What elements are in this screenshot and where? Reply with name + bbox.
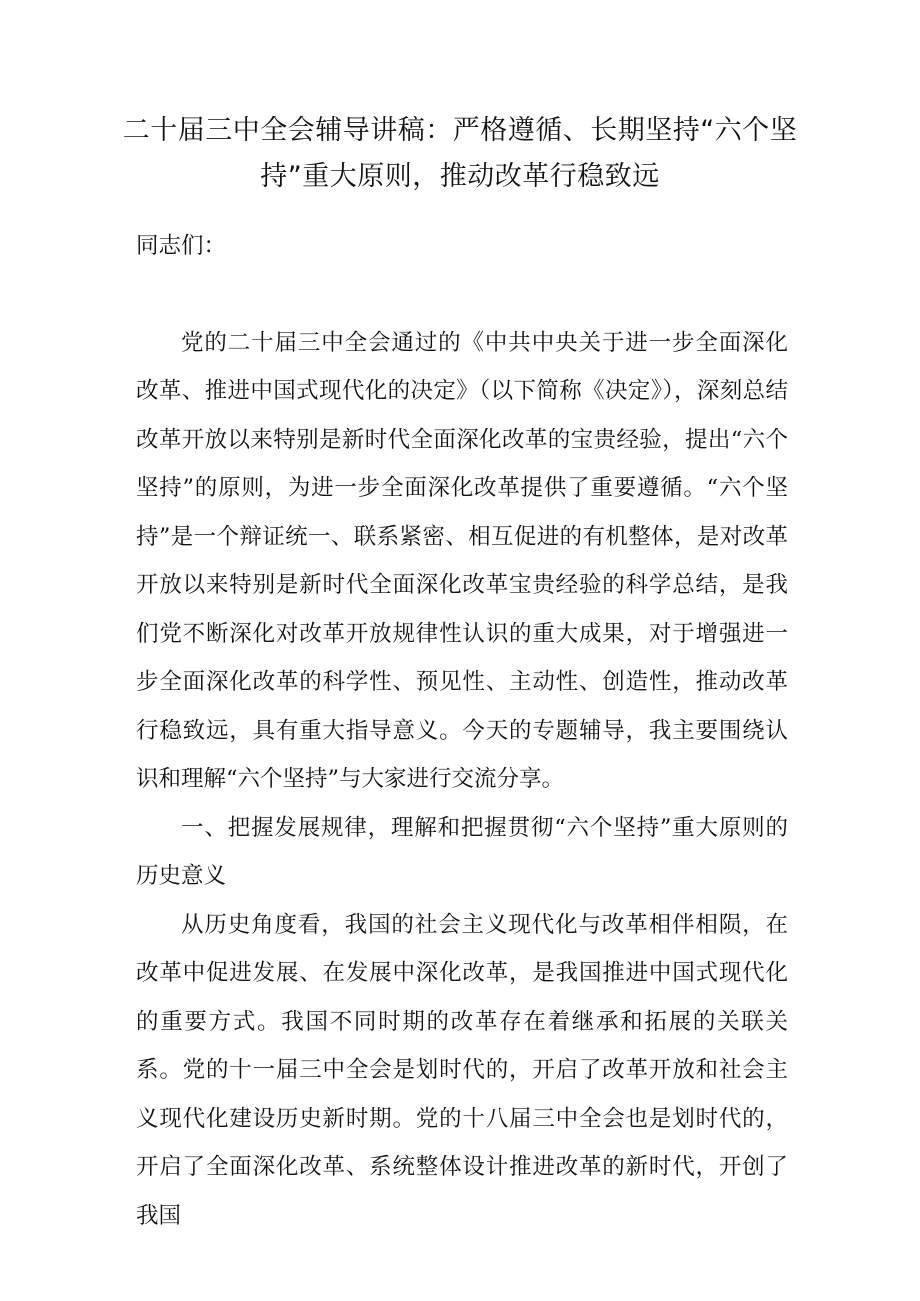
document-body (136, 222, 788, 1240)
paragraph-intro: 党的二十届三中全会通过的《中共中央关于进一步全面深化改革、推进中国式现代化的决定》（以下简称《决定》），深刻总结改革开放以来特别是新时代全面深化改革的宝贵经验，提出“六个坚持”的原则，为进一步全面深化改革提供了重要遵循。“六个坚持”是一个辩证统一、联系紧密、相互促进的有机整体，是对改革开放以来特别是新时代全面深化改革宝贵经验的科学总结，是我们党不断深化对改革开放规律性认识的重大成果，对于增强进一步全面深化改革的科学性、预见性、主动性、创造性，推动改革行稳致远，具有重大指导意义。今天的专题辅导，我主要围绕认识和理解“六个坚持”与大家进行交流分享。 (136, 329, 788, 792)
document-title: 二十届三中全会辅导讲稿：严格遵循、长期坚持“六个坚持”重大原则，推动改革行稳致远 (122, 115, 798, 192)
salutation: 同志们： (136, 233, 227, 259)
section-heading-1: 一、把握发展规律，理解和把握贯彻“六个坚持”重大原则的历史意义 (136, 814, 788, 889)
paragraph-history: 从历史角度看，我国的社会主义现代化与改革相伴相陨，在改革中促进发展、在发展中深化改革，是我国推进中国式现代化的重要方式。我国不同时期的改革存在着继承和拓展的关联关系。党的十一届三中全会是划时代的，开启了改革开放和社会主义现代化建设历史新时期。党的十八届三中全会也是划时代的，开启了全面深化改革、系统整体设计推进改革的新时代，开创了我国 (136, 911, 788, 1229)
